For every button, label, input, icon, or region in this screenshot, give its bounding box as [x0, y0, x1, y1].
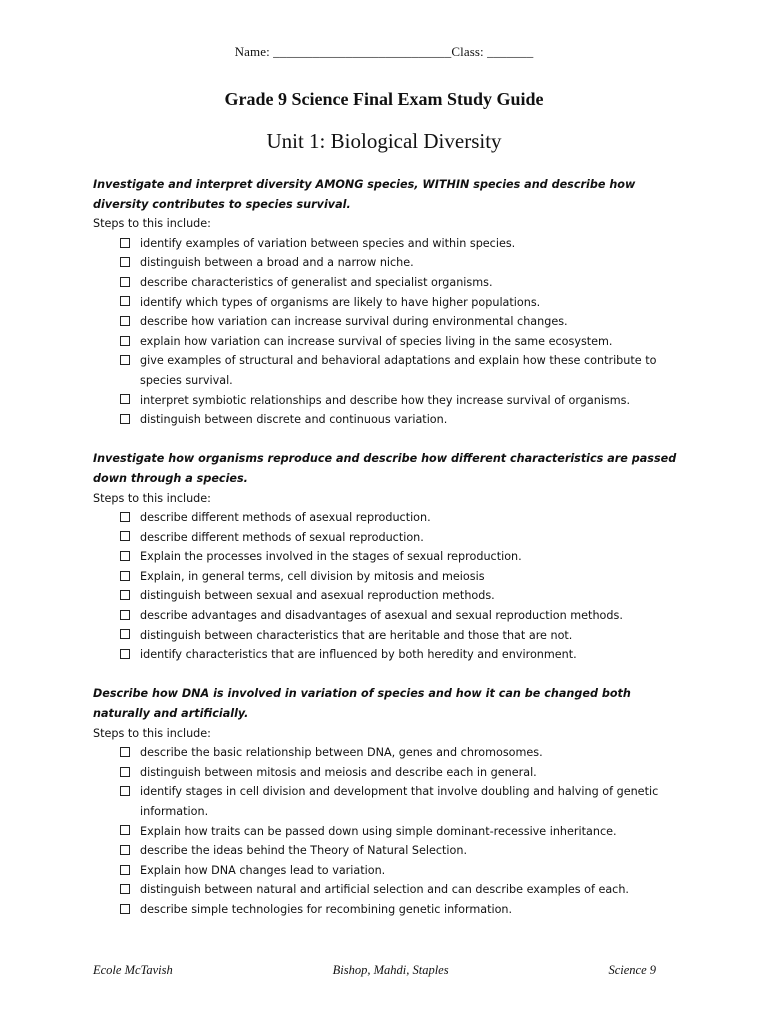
- checkbox-icon: [120, 904, 130, 914]
- checkbox-icon: [120, 845, 130, 855]
- checkbox-icon: [120, 277, 130, 287]
- checkbox-icon: [120, 571, 130, 581]
- checkbox-icon: [120, 394, 130, 404]
- checklist-item: [120, 234, 683, 254]
- checkbox-icon: [120, 316, 130, 326]
- objective-section: [93, 175, 683, 430]
- checkbox-icon: [120, 767, 130, 777]
- objective-statement: Investigate and interpret diversity AMONG species, WITHIN species and describe how diversity contributes to species survival.: [93, 178, 636, 211]
- checklist-item: [120, 273, 683, 293]
- checkbox-icon: [120, 531, 130, 541]
- checklist-item: [120, 410, 683, 430]
- checklist-item: [120, 567, 683, 587]
- checklist-item: [120, 528, 683, 548]
- checkbox-icon: [120, 747, 130, 757]
- checklist-item-text: distinguish between mitosis and meiosis and describe each in general.: [140, 765, 537, 779]
- checklist: [93, 234, 683, 430]
- checklist-item: [120, 626, 683, 646]
- checklist-item-text: describe advantages and disadvantages of asexual and sexual reproduction methods.: [140, 609, 623, 623]
- checkbox-icon: [120, 884, 130, 894]
- objective-section: [93, 684, 683, 919]
- steps-label: Steps to this include:: [93, 217, 211, 231]
- checkbox-icon: [120, 825, 130, 835]
- checkbox-icon: [120, 238, 130, 248]
- checklist-item-text: distinguish between characteristics that are heritable and those that are not.: [140, 628, 573, 642]
- checkbox-icon: [120, 610, 130, 620]
- checklist-item: [120, 586, 683, 606]
- checklist-item-text: describe the basic relationship between DNA, genes and chromosomes.: [140, 746, 543, 760]
- checklist-item: [120, 861, 683, 881]
- checklist-item-text: describe different methods of asexual reproduction.: [140, 511, 431, 525]
- page-footer: [93, 963, 656, 978]
- checklist-item: [120, 743, 683, 763]
- checklist-item: [120, 880, 683, 900]
- footer-authors: Bishop, Mahdi, Staples: [332, 963, 449, 977]
- checklist-item: [120, 900, 683, 920]
- steps-label: Steps to this include:: [93, 491, 211, 505]
- study-guide-content: [93, 175, 683, 939]
- checkbox-icon: [120, 551, 130, 561]
- checklist-item-text: identify which types of organisms are likely to have higher populations.: [140, 295, 541, 309]
- checkbox-icon: [120, 296, 130, 306]
- checklist-item: [120, 293, 683, 313]
- checkbox-icon: [120, 590, 130, 600]
- checklist-item-text: distinguish between discrete and continuous variation.: [140, 413, 448, 427]
- objective-statement: Describe how DNA is involved in variation of species and how it can be changed both naturally and artificially.: [93, 687, 631, 721]
- checklist-item-text: describe how variation can increase survival during environmental changes.: [140, 315, 568, 329]
- checklist-item-text: Explain the processes involved in the stages of sexual reproduction.: [140, 550, 522, 564]
- footer-school: Ecole McTavish: [93, 963, 173, 977]
- checklist-item-text: distinguish between sexual and asexual reproduction methods.: [140, 589, 495, 603]
- objective-section: [93, 449, 683, 665]
- objective-statement: Investigate how organisms reproduce and describe how different characteristics are passed down through a species.: [93, 452, 677, 485]
- checklist: [93, 508, 683, 665]
- checklist-item: [120, 822, 683, 842]
- checklist-item-text: identify characteristics that are influenced by both heredity and environment.: [140, 648, 577, 662]
- checklist-item-text: describe the ideas behind the Theory of Natural Selection.: [140, 844, 468, 858]
- footer-course: Science 9: [608, 963, 656, 977]
- checklist-item: [120, 645, 683, 665]
- checkbox-icon: [120, 629, 130, 639]
- checklist-item: [120, 508, 683, 528]
- checkbox-icon: [120, 512, 130, 522]
- checklist-item-text: Explain how DNA changes lead to variation.: [140, 863, 386, 877]
- checklist-item: [120, 763, 683, 783]
- checklist-item: [120, 253, 683, 273]
- checklist-item: [120, 547, 683, 567]
- checklist-item-text: describe characteristics of generalist and specialist organisms.: [140, 275, 493, 289]
- checkbox-icon: [120, 649, 130, 659]
- checklist-item: [120, 351, 683, 390]
- checkbox-icon: [120, 336, 130, 346]
- name-class-line: Name: ___________________________Class: _______: [234, 44, 534, 59]
- checklist-item-text: identify stages in cell division and development that involve doubling and halving of genetic information.: [140, 785, 659, 818]
- checklist-item-text: give examples of structural and behavioral adaptations and explain how these contribute to species survival.: [140, 354, 657, 387]
- checklist-item: [120, 332, 683, 352]
- checklist-item: [120, 841, 683, 861]
- checklist-item-text: Explain, in general terms, cell division by mitosis and meiosis: [140, 569, 485, 583]
- checklist-item-text: identify examples of variation between species and within species.: [140, 236, 516, 250]
- unit-title: Unit 1: Biological Diversity: [266, 129, 502, 153]
- document-title: Grade 9 Science Final Exam Study Guide: [224, 89, 544, 109]
- checkbox-icon: [120, 865, 130, 875]
- checklist-item-text: explain how variation can increase survival of species living in the same ecosystem.: [140, 334, 613, 348]
- checklist-item: [120, 312, 683, 332]
- checkbox-icon: [120, 786, 130, 796]
- checklist-item: [120, 606, 683, 626]
- checklist-item-text: describe simple technologies for recombining genetic information.: [140, 902, 513, 916]
- checklist-item-text: distinguish between natural and artificial selection and can describe examples of each.: [140, 883, 629, 897]
- checklist-item: [120, 782, 683, 821]
- checklist-item-text: interpret symbiotic relationships and describe how they increase survival of organisms.: [140, 393, 631, 407]
- checklist: [93, 743, 683, 919]
- checkbox-icon: [120, 414, 130, 424]
- checklist-item-text: Explain how traits can be passed down using simple dominant-recessive inheritance.: [140, 824, 617, 838]
- checklist-item-text: describe different methods of sexual reproduction.: [140, 530, 424, 544]
- checklist-item-text: distinguish between a broad and a narrow niche.: [140, 256, 414, 270]
- checkbox-icon: [120, 257, 130, 267]
- checkbox-icon: [120, 355, 130, 365]
- checklist-item: [120, 391, 683, 411]
- steps-label: Steps to this include:: [93, 726, 211, 740]
